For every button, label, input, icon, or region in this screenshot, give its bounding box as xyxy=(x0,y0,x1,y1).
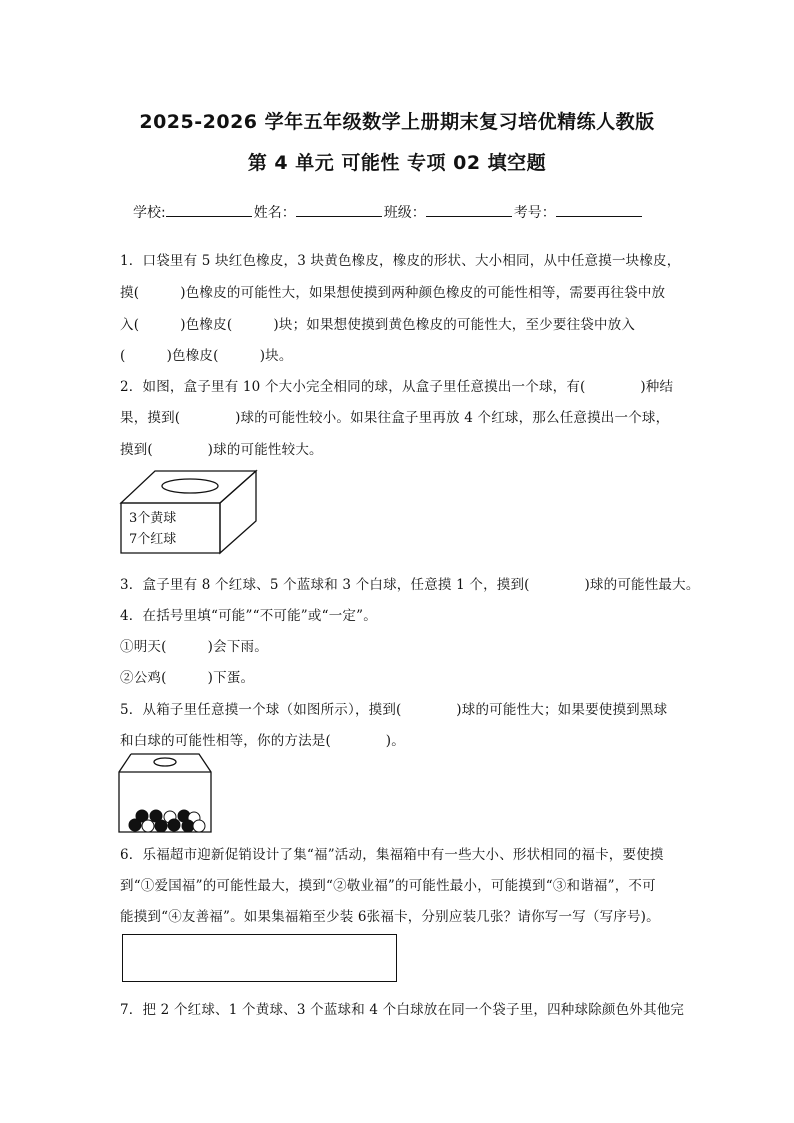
question-1-line-4: ( )色橡皮( )块。 xyxy=(120,348,293,364)
box-label-red: 7个红球 xyxy=(129,532,177,547)
name-label: 姓名： xyxy=(253,205,296,221)
ball-box-opening xyxy=(154,758,176,766)
question-2-line-2: 果，摸到( )球的可能性较小。如果往盒子里再放 4 个红球，那么任意摸出一个球， xyxy=(120,410,670,426)
question-2-line-1: 2．如图，盒子里有 10 个大小完全相同的球，从盒子里任意摸出一个球，有( )种结 xyxy=(120,379,674,395)
document-title: 2025-2026 学年五年级数学上册期末复习培优精练人教版 xyxy=(139,111,655,133)
box-label-yellow: 3个黄球 xyxy=(129,511,177,526)
white-ball xyxy=(193,820,205,832)
exam-number-label: 考号： xyxy=(513,205,556,221)
question-6-line-2: 到“①爱国福”的可能性最大，摸到“②敬业福”的可能性最小，可能摸到“③和谐福”，不可 xyxy=(120,878,656,894)
question-1-line-2: 摸( )色橡皮的可能性大，如果想使摸到两种颜色橡皮的可能性相等，需要再往袋中放 xyxy=(120,285,666,301)
black-ball xyxy=(129,819,141,831)
question-6-line-1: 6．乐福超市迎新促销设计了集“福”活动，集福箱中有一些大小、形状相同的福卡，要使摸 xyxy=(120,847,664,863)
question-1-line-1: 1．口袋里有 5 块红色橡皮，3 块黄色橡皮，橡皮的形状、大小相同，从中任意摸一块橡皮， xyxy=(120,253,681,269)
question-5-line-1: 5．从箱子里任意摸一个球（如图所示），摸到( )球的可能性大；如果要使摸到黑球 xyxy=(120,702,668,718)
black-ball xyxy=(155,820,167,832)
question-1-line-3: 入( )色橡皮( )块；如果想使摸到黄色橡皮的可能性大，至少要往袋中放入 xyxy=(120,317,636,333)
question-3: 3．盒子里有 8 个红球、5 个蓝球和 3 个白球，任意摸 1 个，摸到( )球的可能性最大。 xyxy=(120,577,700,593)
question-4-item-2: ②公鸡( )下蛋。 xyxy=(120,670,255,686)
white-ball xyxy=(142,820,154,832)
class-label: 班级： xyxy=(383,205,426,221)
question-4-line-1: 4．在括号里填“可能”“不可能”或“一定”。 xyxy=(120,608,377,624)
question-4-item-1: ①明天( )会下雨。 xyxy=(120,639,268,655)
question-2-line-3: 摸到( )球的可能性较大。 xyxy=(120,442,323,458)
black-ball xyxy=(168,819,180,831)
black-ball xyxy=(182,820,194,832)
question-5-line-2: 和白球的可能性相等，你的方法是( )。 xyxy=(120,733,405,749)
question-7-line-1: 7．把 2 个红球、1 个黄球、3 个蓝球和 4 个白球放在同一个袋子里，四种球除颜色外其他完 xyxy=(120,1002,685,1018)
question-6-line-3: 能摸到“④友善福”。如果集福箱至少装 6张福卡，分别应装几张？请你写一写（写序号)。 xyxy=(120,909,660,925)
school-label: 学校: xyxy=(133,205,166,221)
document-subtitle: 第 4 单元 可能性 专项 02 填空题 xyxy=(247,152,547,174)
answer-box[interactable] xyxy=(122,934,397,982)
balls-group xyxy=(129,810,205,832)
